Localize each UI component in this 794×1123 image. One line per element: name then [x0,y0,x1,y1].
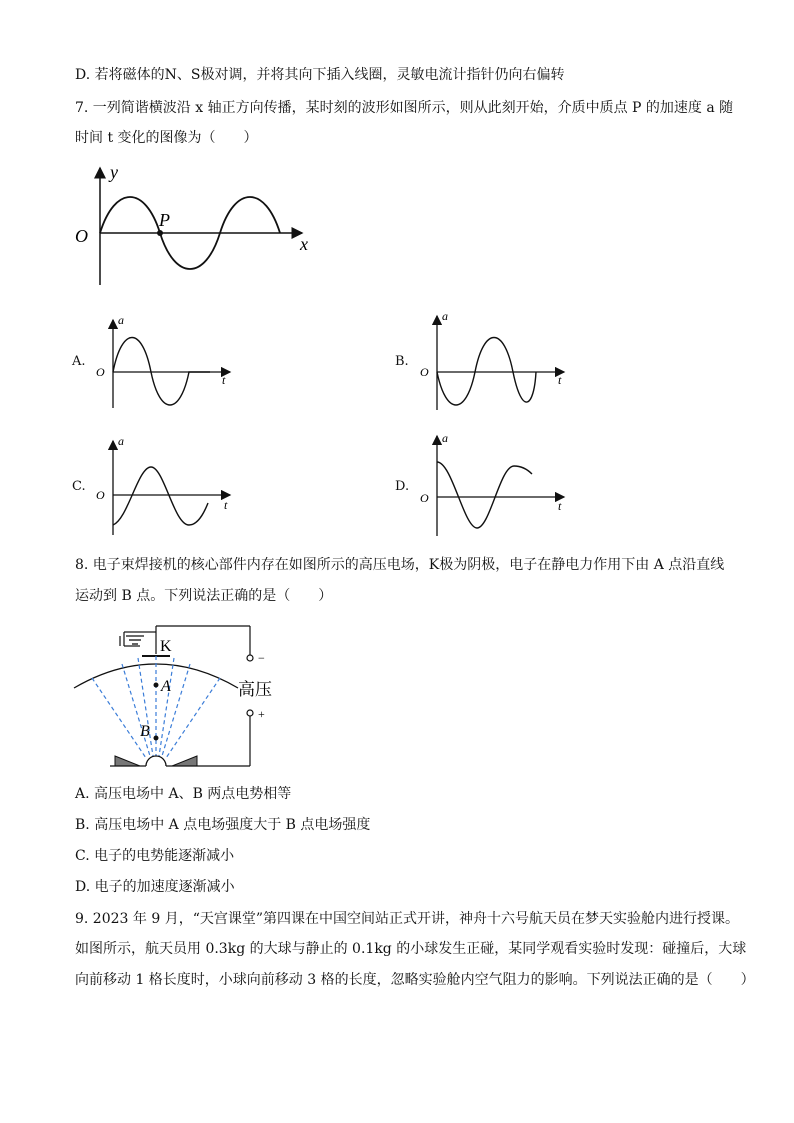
q9-stem-line1: 9. 2023 年 9 月，“天宫课堂”第四课在中国空间站正式开讲，神舟十六号航天员在梦天实验舱内进行授课。 [75,911,740,927]
option-c-graph[interactable] [90,435,240,540]
option-d-label[interactable]: D. [395,479,410,494]
point-p [157,230,163,236]
minus-label: − [258,651,265,665]
option-a-label[interactable]: A. [72,354,86,369]
q8-stem-line1: 8. 电子束焊接机的核心部件内存在如图所示的高压电场，K极为阴极，电子在静电力作用下由 A 点沿直线 [75,557,725,573]
option-b-label[interactable]: B. [395,354,409,369]
terminal-minus [247,655,253,661]
high-voltage-label: 高压 [238,680,272,699]
option-c-label[interactable]: C. [72,479,86,494]
q7-stem-line2: 时间 t 变化的图像为（ ） [75,130,258,146]
svg-text:t: t [224,498,228,512]
q8-option-d[interactable]: D. 电子的加速度逐渐减小 [75,879,235,895]
option-a-graph[interactable] [90,312,240,412]
svg-text:O: O [420,491,429,505]
filament [146,756,166,766]
point-a [154,683,159,688]
svg-text:a: a [442,431,448,445]
q8-option-c[interactable]: C. 电子的电势能逐渐减小 [75,848,235,864]
anode-left [115,756,140,766]
plus-label: + [258,707,265,721]
svg-text:a: a [118,434,124,448]
field-figure [70,618,290,778]
wave-point-p-label: P [159,210,170,230]
option-b-graph[interactable] [414,310,574,414]
anode-right [172,756,197,766]
svg-text:O: O [420,365,429,379]
option-b-curve [437,338,536,406]
svg-text:a: a [442,309,448,323]
svg-text:t: t [558,499,562,513]
option-d-curve [437,462,532,528]
wave-x-label: x [300,234,308,254]
q6-option-d: D. 若将磁体的N、S极对调，并将其向下插入线圈，灵敏电流计指针仍向右偏转 [75,67,565,83]
terminal-plus [247,710,253,716]
cathode-label: K [160,638,172,655]
q8-option-b[interactable]: B. 高压电场中 A 点电场强度大于 B 点电场强度 [75,817,371,833]
q8-option-a[interactable]: A. 高压电场中 A、B 两点电势相等 [75,786,292,802]
wave-figure [70,160,330,295]
point-b-label: B [140,723,150,740]
q9-stem-line3: 向前移动 1 格长度时，小球向前移动 3 格的长度，忽略实验舱内空气阻力的影响。下列说法正确的是（ ） [75,972,755,988]
svg-text:t: t [558,373,562,387]
point-b [154,736,159,741]
ground-icon [126,636,144,644]
q8-stem-line2: 运动到 B 点。下列说法正确的是（ ） [75,588,333,604]
wave-y-label: y [110,162,118,182]
option-c-curve [113,467,208,525]
svg-text:O: O [96,488,105,502]
point-a-label: A [161,678,171,695]
option-a-curve [113,338,210,406]
q7-stem-line1: 7. 一列简谐横波沿 x 轴正方向传播，某时刻的波形如图所示，则从此刻开始，介质中质点 P 的加速度 a 随 [75,100,734,116]
svg-text:a: a [118,313,124,327]
wave-origin: O [75,226,88,246]
svg-text:O: O [96,365,105,379]
svg-text:t: t [222,373,226,387]
option-d-graph[interactable] [414,430,574,540]
q9-stem-line2: 如图所示，航天员用 0.3kg 的大球与静止的 0.1kg 的小球发生正碰，某同学观看实验时发现：碰撞后，大球 [75,941,747,957]
